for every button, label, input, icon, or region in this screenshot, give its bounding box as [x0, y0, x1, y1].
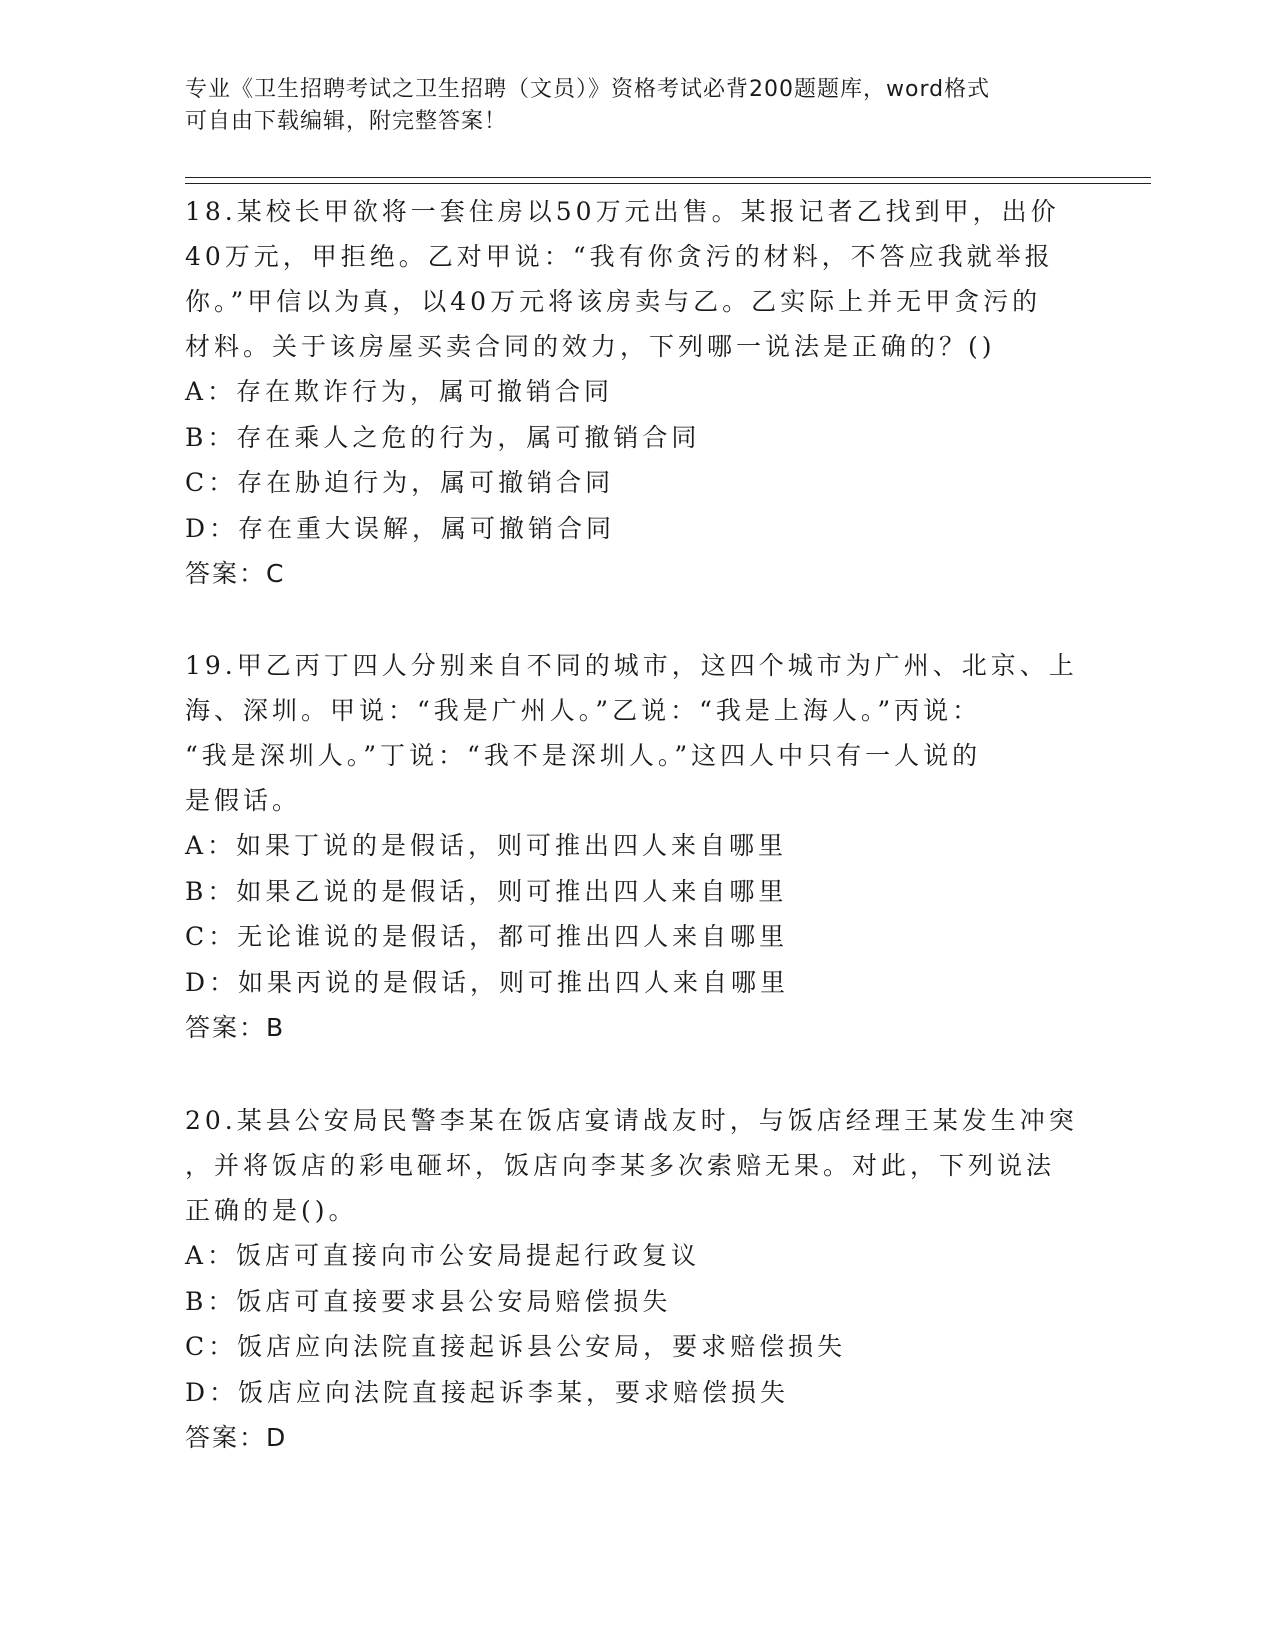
question-text-line: 是假话。: [185, 786, 302, 815]
header-line-2: 可自由下载编辑，附完整答案！: [185, 109, 508, 134]
document-header: [185, 74, 1065, 138]
question-text-line: 材料。关于该房屋买卖合同的效力，下列哪一说法是正确的？(): [185, 332, 996, 361]
question-text-line: 19.甲乙丙丁四人分别来自不同的城市，这四个城市为广州、北京、上: [185, 651, 1078, 680]
answer-label: 答案：B: [185, 1013, 286, 1042]
question-text-line: ，并将饭店的彩电砸坏，饭店向李某多次索赔无果。对此，下列说法: [185, 1151, 1056, 1180]
option-d: D：存在重大误解，属可撤销合同: [185, 513, 616, 543]
option-b: B：如果乙说的是假话，则可推出四人来自哪里: [185, 876, 788, 906]
option-c: C：存在胁迫行为，属可撤销合同: [185, 468, 615, 497]
option-b: B：饭店可直接要求县公安局赔偿损失: [185, 1286, 672, 1316]
question-18: [185, 189, 1085, 596]
question-text-line: 海、深圳。甲说：“我是广州人。”乙说：“我是上海人。”丙说：: [185, 696, 982, 725]
header-divider-top: [185, 177, 1151, 178]
option-d: D：如果丙说的是假话，则可推出四人来自哪里: [185, 967, 790, 997]
question-text-line: 正确的是()。: [185, 1196, 358, 1225]
option-b: B：存在乘人之危的行为，属可撤销合同: [185, 422, 701, 452]
option-a: A：如果丁说的是假话，则可推出四人来自哪里: [185, 831, 788, 860]
question-text-line: 40万元，甲拒绝。乙对甲说：“我有你贪污的材料，不答应我就举报: [185, 242, 1054, 271]
option-d: D：饭店应向法院直接起诉李某，要求赔偿损失: [185, 1377, 790, 1407]
header-divider-bottom: [185, 183, 1151, 184]
option-a: A：饭店可直接向市公安局提起行政复议: [185, 1241, 701, 1270]
question-20: [185, 1098, 1085, 1460]
question-text-line: 20.某县公安局民警李某在饭店宴请战友时，与饭店经理王某发生冲突: [185, 1106, 1078, 1135]
question-text-line: 你。”甲信以为真，以40万元将该房卖与乙。乙实际上并无甲贪污的: [185, 287, 1042, 316]
option-c: C：饭店应向法院直接起诉县公安局，要求赔偿损失: [185, 1332, 847, 1361]
question-text-line: “我是深圳人。”丁说：“我不是深圳人。”这四人中只有一人说的: [185, 741, 982, 770]
option-c: C：无论谁说的是假话，都可推出四人来自哪里: [185, 922, 789, 951]
header-line-1: 专业《卫生招聘考试之卫生招聘（文员）》资格考试必背200题题库，word格式: [185, 77, 991, 102]
answer-label: 答案：D: [185, 1423, 288, 1452]
answer-label: 答案：C: [185, 559, 286, 588]
question-text-line: 18.某校长甲欲将一套住房以50万元出售。某报记者乙找到甲，出价: [185, 197, 1060, 226]
option-a: A：存在欺诈行为，属可撤销合同: [185, 377, 614, 406]
question-19: [185, 643, 1085, 1050]
